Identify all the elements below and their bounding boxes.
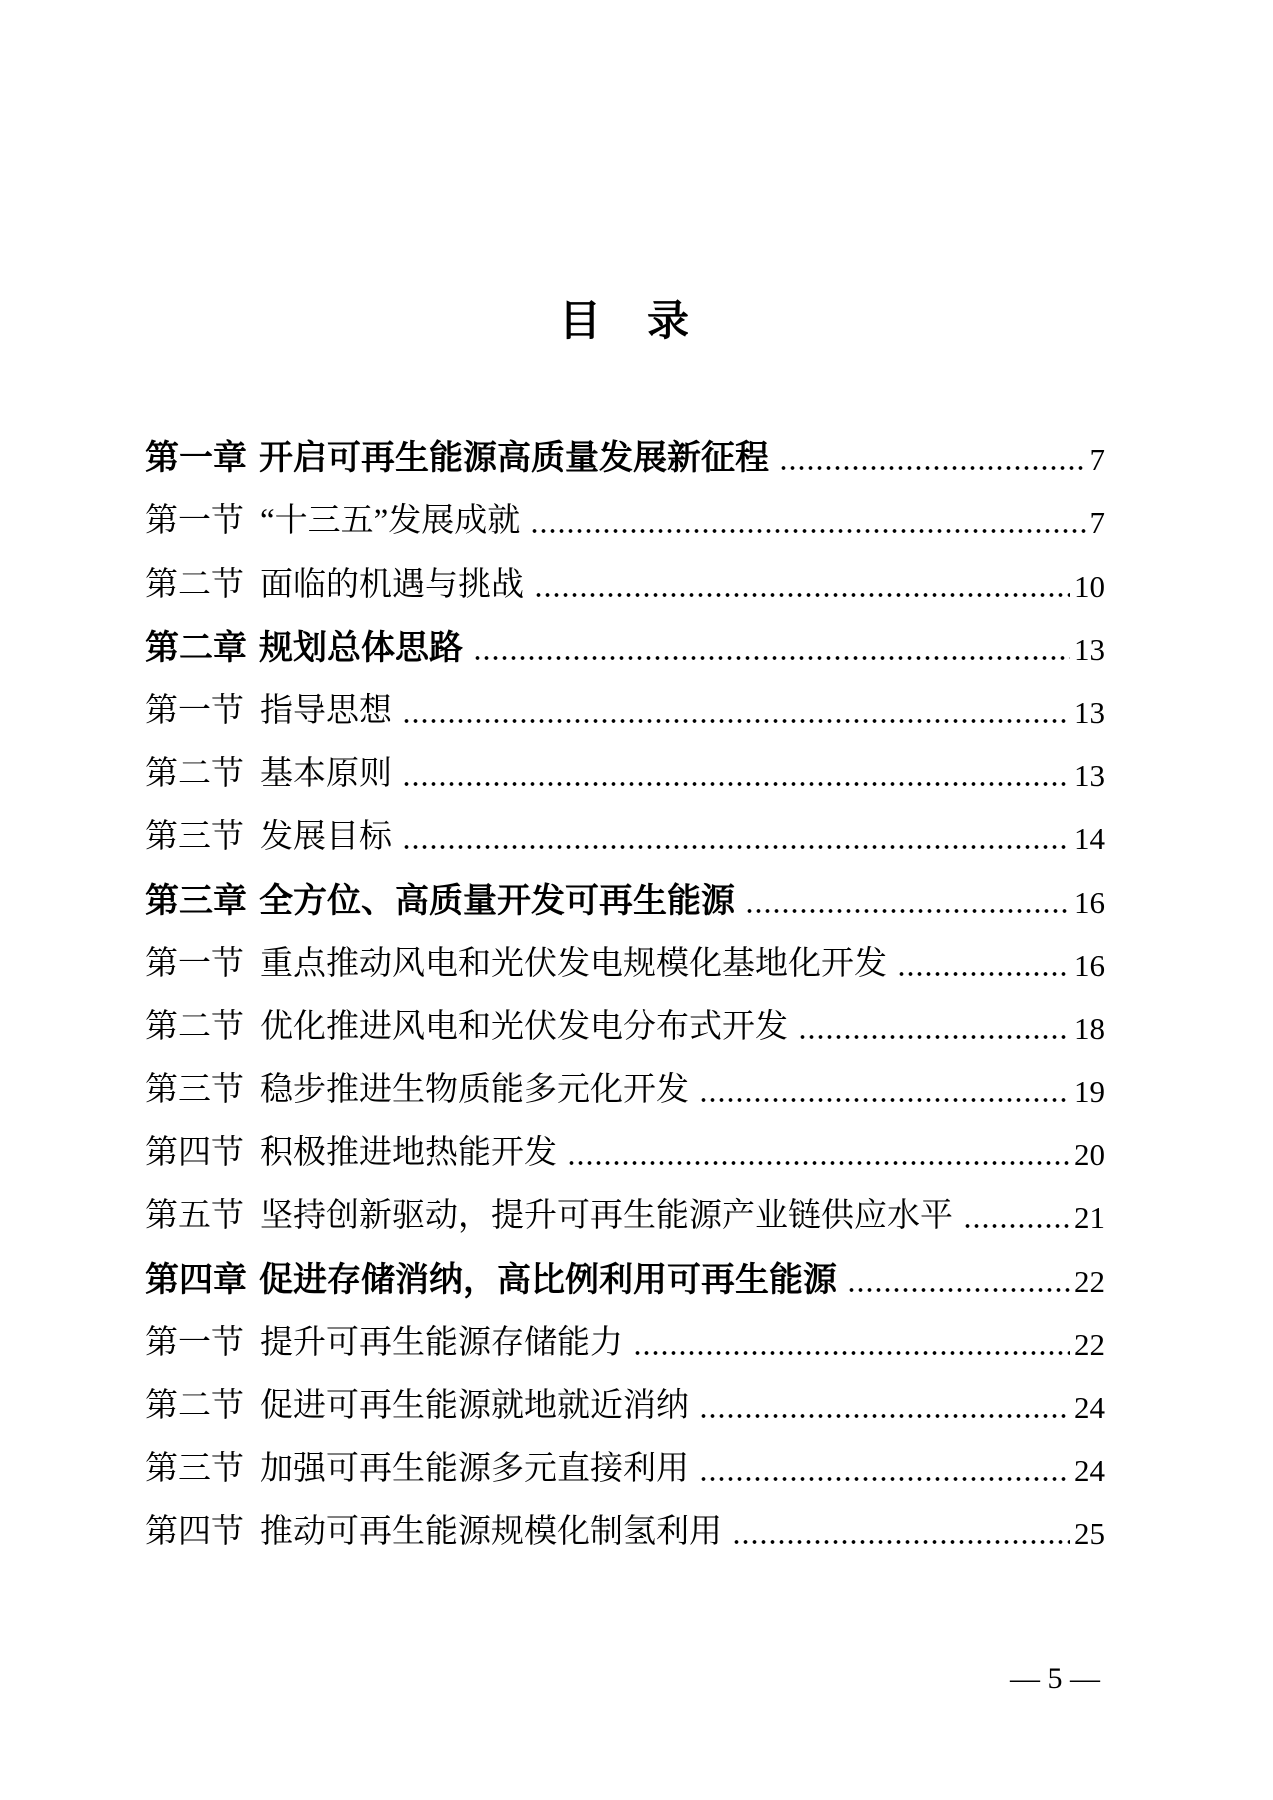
toc-entry-section: [145, 1431, 1105, 1494]
dot-leader: [897, 972, 1070, 976]
toc-entry-number: 第三节: [145, 1451, 244, 1488]
toc-entry-page: 14: [1074, 821, 1105, 857]
toc-entry-title: 开启可再生能源高质量发展新征程: [259, 439, 769, 478]
toc-entry-page: 16: [1074, 884, 1105, 920]
dot-leader: [473, 656, 1070, 660]
toc-entry-page: 20: [1074, 1137, 1105, 1173]
dot-leader: [699, 1477, 1070, 1481]
dot-leader: [963, 1224, 1070, 1228]
dot-leader: [779, 466, 1086, 470]
toc-entry-title: 推动可再生能源规模化制氢利用: [260, 1514, 722, 1551]
toc-entry-title: 基本原则: [260, 756, 392, 793]
toc-entry-chapter: [145, 420, 1105, 483]
dot-leader: [745, 909, 1070, 913]
dot-leader: [699, 1414, 1070, 1418]
dot-leader: [402, 782, 1070, 786]
dot-leader: [732, 1540, 1070, 1544]
dot-leader: [633, 1351, 1070, 1355]
toc-entry-page: 25: [1074, 1516, 1105, 1552]
toc-entry-title: 促进可再生能源就地就近消纳: [260, 1388, 689, 1424]
toc-entry-number: 第四章: [145, 1260, 247, 1299]
toc-entry-section: [145, 1368, 1105, 1431]
toc-entry-section: [145, 673, 1105, 736]
toc-entry-section: [145, 483, 1105, 546]
dot-leader: [530, 529, 1085, 533]
toc-entry-title: 发展目标: [260, 819, 392, 856]
dot-leader: [699, 1098, 1070, 1102]
toc-entry-section: [145, 1305, 1105, 1368]
toc-entry-page: 16: [1074, 947, 1105, 983]
toc-entry-page: 13: [1074, 631, 1105, 667]
toc-entry-number: 第二节: [145, 1008, 244, 1045]
toc-entry-page: 7: [1089, 505, 1105, 541]
toc-entry-title: 加强可再生能源多元直接利用: [260, 1451, 689, 1488]
toc-entry-page: 22: [1074, 1263, 1105, 1299]
toc-entry-title: 优化推进风电和光伏发电分布式开发: [260, 1008, 788, 1045]
toc-entry-number: 第一章: [145, 439, 247, 478]
footer-page-number: — 5 —: [1010, 1662, 1100, 1695]
toc-entry-number: 第二章: [145, 628, 247, 667]
toc-entry-title: 规划总体思路: [259, 628, 463, 667]
toc-entry-section: [145, 1494, 1105, 1557]
toc-entry-title: “十三五”发展成就: [260, 503, 521, 540]
dot-leader: [798, 1035, 1070, 1039]
toc-entry-section: [145, 926, 1105, 989]
toc-entry-chapter: [145, 1241, 1105, 1304]
toc-entry-page: 21: [1074, 1200, 1105, 1236]
toc-entry-section: [145, 1115, 1105, 1178]
toc-entry-number: 第二节: [145, 1388, 244, 1424]
toc-entry-title: 稳步推进生物质能多元化开发: [260, 1072, 689, 1109]
toc-entry-number: 第四节: [145, 1135, 244, 1172]
toc-entry-section: [145, 799, 1105, 862]
toc-entry-page: 13: [1074, 694, 1105, 730]
toc-entry-section: [145, 736, 1105, 799]
dot-leader: [567, 1161, 1070, 1165]
toc-entry-title: 重点推动风电和光伏发电规模化基地化开发: [260, 945, 887, 982]
toc-entry-section: [145, 1178, 1105, 1241]
toc-entry-title: 促进存储消纳，高比例利用可再生能源: [259, 1260, 837, 1299]
toc-entry-number: 第四节: [145, 1514, 244, 1551]
page-title: 目 录: [558, 297, 691, 344]
toc-entry-page: 18: [1074, 1010, 1105, 1046]
toc-entry-page: 10: [1074, 568, 1105, 604]
toc-entry-number: 第一节: [145, 503, 244, 540]
toc-entry-section: [145, 1052, 1105, 1115]
toc-entry-page: 22: [1074, 1326, 1105, 1362]
dot-leader: [402, 845, 1070, 849]
toc-entry-page: 13: [1074, 758, 1105, 794]
table-of-contents: [145, 420, 1105, 1557]
toc-entry-title: 积极推进地热能开发: [260, 1135, 557, 1172]
toc-entry-title: 指导思想: [260, 692, 392, 729]
page-footer: [980, 1634, 1100, 1724]
dot-leader: [847, 1288, 1070, 1292]
toc-entry-page: 24: [1074, 1390, 1105, 1425]
toc-entry-number: 第一节: [145, 945, 244, 982]
toc-entry-number: 第五节: [145, 1198, 244, 1235]
toc-entry-number: 第一节: [145, 692, 244, 729]
toc-entry-title: 面临的机遇与挑战: [260, 566, 524, 603]
toc-entry-page: 7: [1089, 442, 1105, 478]
toc-entry-number: 第三节: [145, 819, 244, 856]
toc-entry-section: [145, 989, 1105, 1052]
dot-leader: [534, 593, 1070, 597]
toc-entry-chapter: [145, 862, 1105, 925]
toc-entry-number: 第三章: [145, 881, 247, 920]
toc-entry-number: 第二节: [145, 756, 244, 793]
toc-entry-title: 全方位、高质量开发可再生能源: [259, 881, 735, 920]
toc-entry-number: 第三节: [145, 1072, 244, 1109]
toc-entry-number: 第二节: [145, 566, 244, 603]
toc-entry-page: 24: [1074, 1453, 1105, 1489]
toc-entry-title: 提升可再生能源存储能力: [260, 1324, 623, 1361]
toc-entry-chapter: [145, 610, 1105, 673]
toc-entry-title: 坚持创新驱动，提升可再生能源产业链供应水平: [260, 1198, 953, 1235]
toc-entry-section: [145, 546, 1105, 609]
toc-entry-number: 第一节: [145, 1324, 244, 1361]
toc-entry-page: 19: [1074, 1074, 1105, 1110]
dot-leader: [402, 719, 1070, 723]
